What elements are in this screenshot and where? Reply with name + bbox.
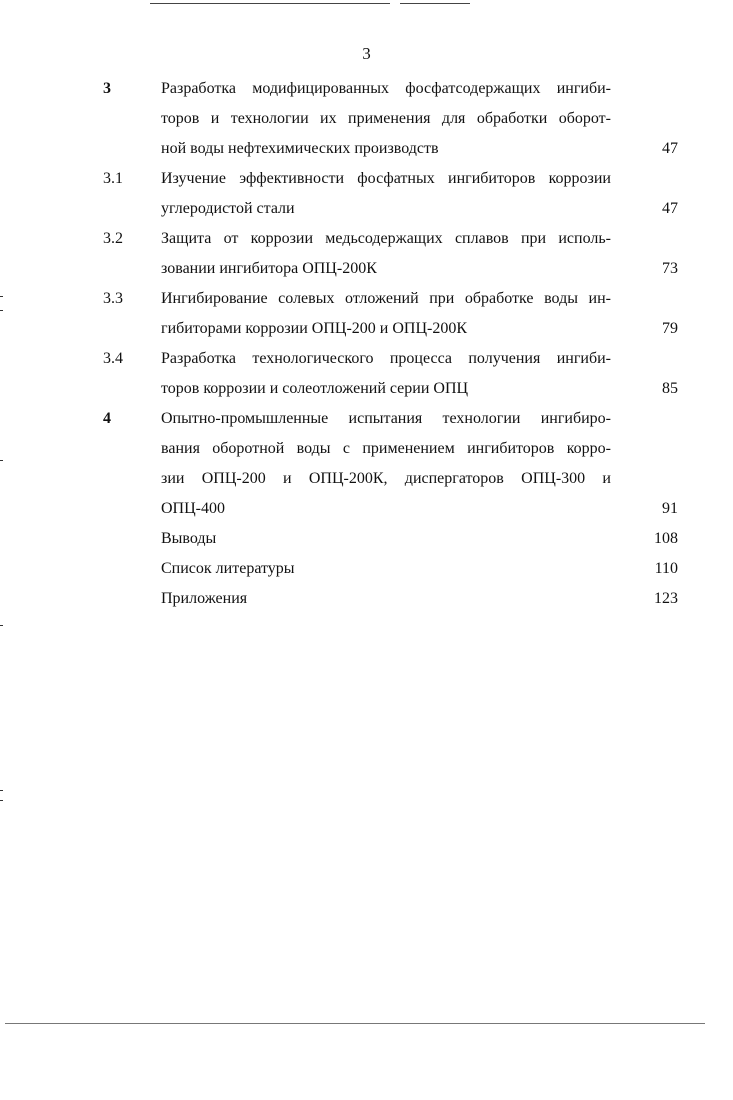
toc-entry (0, 554, 733, 584)
toc-entry-title (161, 284, 611, 344)
toc-entry-number: 4 (103, 410, 111, 427)
toc-entry (0, 404, 733, 524)
toc-entry-page: 79 (662, 320, 678, 337)
toc-entry-page: 47 (662, 200, 678, 217)
toc-entry-title-line: Изучение эффективности фосфатных ингибиторов коррозии (161, 170, 611, 187)
toc-entry-title (161, 224, 611, 284)
toc-entry-title-line: зии ОПЦ-200 и ОПЦ-200К, диспергаторов ОПЦ-300 и (161, 470, 611, 487)
toc-entry-title-line: Приложения (161, 590, 248, 607)
toc-entry-title-line: углеродистой стали (161, 200, 295, 217)
page-number: 3 (362, 44, 371, 63)
toc-entry-number: 3.3 (103, 290, 123, 307)
toc-entry-title-line: Разработка модифицированных фосфатсодержащих ингиби- (161, 80, 611, 97)
toc-entry-title-line: Защита от коррозии медьсодержащих сплавов при исполь- (161, 230, 611, 247)
toc-entry (0, 284, 733, 344)
toc-entry-page: 85 (662, 380, 678, 397)
toc-entry-title (161, 554, 611, 584)
toc-entry-page: 47 (662, 140, 678, 157)
toc-entry-title-line: зовании ингибитора ОПЦ-200К (161, 260, 377, 277)
toc-entry (0, 584, 733, 614)
toc-entry-page: 108 (654, 530, 678, 547)
toc-entry-title-line: вания оборотной воды с применением ингибиторов корро- (161, 440, 611, 457)
toc-entry-page: 110 (654, 560, 678, 577)
toc-entry-title-line: Разработка технологического процесса получения ингиби- (161, 350, 611, 367)
toc-entry-number: 3.1 (103, 170, 123, 187)
toc-entry-title (161, 524, 611, 554)
toc-entry-title (161, 344, 611, 404)
toc-entry (0, 524, 733, 554)
toc-entry (0, 224, 733, 284)
toc-entry-page: 91 (662, 500, 678, 517)
toc-entry-title (161, 404, 611, 524)
toc-entry-page: 73 (662, 260, 678, 277)
toc-entry-title-line: Опытно-промышленные испытания технологии ингибиро- (161, 410, 611, 427)
toc-entry (0, 164, 733, 224)
left-edge-mark (0, 800, 3, 801)
toc-entry-title-line: торов и технологии их применения для обработки оборот- (161, 110, 611, 127)
toc-entry-title (161, 164, 611, 224)
bottom-scan-rule (5, 1023, 705, 1024)
toc-entry-page: 123 (654, 590, 678, 607)
toc-entry-title (161, 584, 611, 614)
toc-entry (0, 344, 733, 404)
toc-entry-title-line: ОПЦ-400 (161, 500, 225, 517)
table-of-contents (0, 74, 733, 614)
toc-entry-number: 3.2 (103, 230, 123, 247)
left-edge-mark (0, 625, 3, 626)
toc-entry-title-line: Выводы (161, 530, 217, 547)
toc-entry-title-line: торов коррозии и солеотложений серии ОПЦ (161, 380, 469, 397)
toc-entry-number: 3.4 (103, 350, 123, 367)
toc-entry-title (161, 74, 611, 164)
left-edge-mark (0, 790, 3, 791)
toc-entry (0, 74, 733, 164)
toc-entry-title-line: ной воды нефтехимических производств (161, 140, 439, 157)
toc-entry-title-line: гибиторами коррозии ОПЦ-200 и ОПЦ-200К (161, 320, 468, 337)
toc-entry-title-line: Ингибирование солевых отложений при обработке воды ин- (161, 290, 611, 307)
top-scan-rule (150, 3, 390, 4)
top-scan-rule-right (400, 3, 470, 4)
toc-entry-number: 3 (103, 80, 111, 97)
toc-entry-title-line: Список литературы (161, 560, 295, 577)
